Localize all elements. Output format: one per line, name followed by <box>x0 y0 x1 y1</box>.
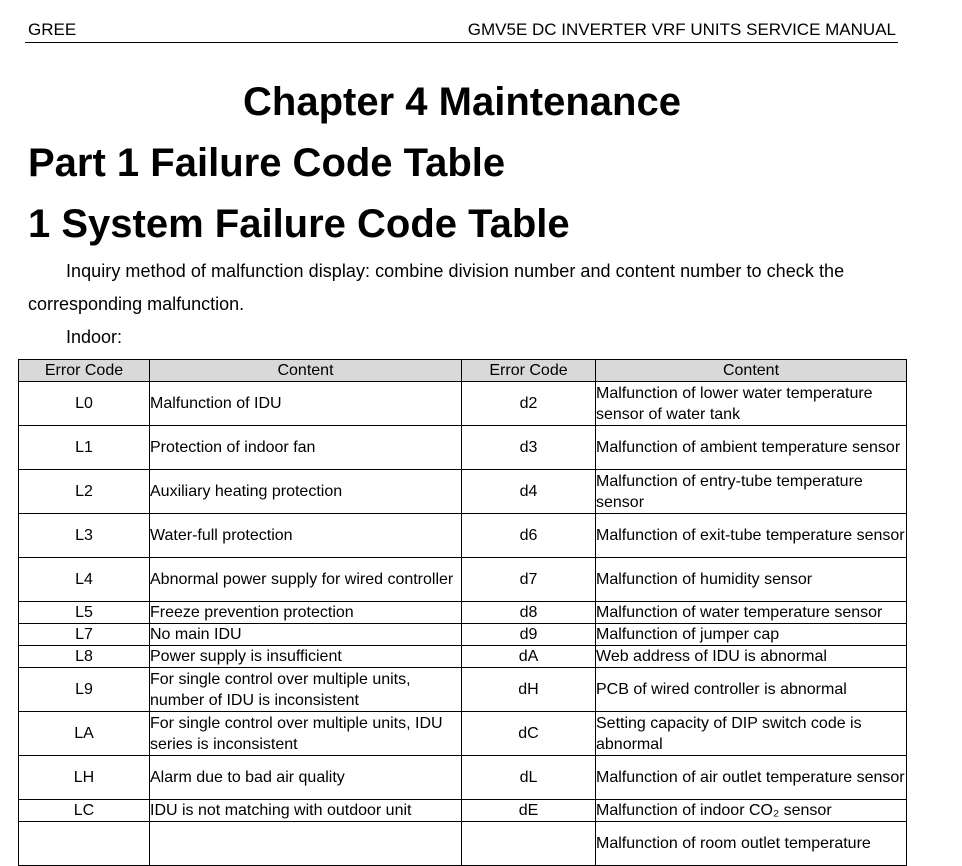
error-code-cell: LC <box>19 800 150 822</box>
table-row <box>19 470 907 514</box>
error-code-cell: d6 <box>462 514 596 558</box>
column-header: Error Code <box>462 360 596 382</box>
content-cell: Water-full protection <box>150 514 462 558</box>
content-cell: Setting capacity of DIP switch code is abnormal <box>596 712 907 756</box>
content-cell: Malfunction of room outlet temperature <box>596 822 907 866</box>
error-code-cell: dH <box>462 668 596 712</box>
content-cell: Alarm due to bad air quality <box>150 756 462 800</box>
failure-code-table <box>18 359 907 866</box>
table-row <box>19 624 907 646</box>
header-manual-title: GMV5E DC INVERTER VRF UNITS SERVICE MANUAL <box>467 20 896 39</box>
error-code-cell <box>462 822 596 866</box>
indoor-label: Indoor: <box>66 327 123 347</box>
header-brand: GREE <box>28 20 77 39</box>
table-row <box>19 602 907 624</box>
content-cell: Malfunction of air outlet temperature sensor <box>596 756 907 800</box>
content-cell: Malfunction of entry-tube temperature sensor <box>596 470 907 514</box>
error-code-cell: L7 <box>19 624 150 646</box>
content-cell: Malfunction of indoor CO₂ sensor <box>596 800 907 822</box>
content-cell: Freeze prevention protection <box>150 602 462 624</box>
table-row <box>19 800 907 822</box>
part-title: Part 1 Failure Code Table <box>28 141 506 185</box>
content-cell: Malfunction of IDU <box>150 382 462 426</box>
content-cell: No main IDU <box>150 624 462 646</box>
error-code-cell: L5 <box>19 602 150 624</box>
error-code-cell: LH <box>19 756 150 800</box>
content-cell: Protection of indoor fan <box>150 426 462 470</box>
error-code-cell: L2 <box>19 470 150 514</box>
content-cell <box>150 822 462 866</box>
error-code-cell: L8 <box>19 646 150 668</box>
error-code-cell: L0 <box>19 382 150 426</box>
error-code-cell: L9 <box>19 668 150 712</box>
section-title: 1 System Failure Code Table <box>28 202 570 246</box>
header-rule <box>25 42 898 43</box>
content-cell: Abnormal power supply for wired controller <box>150 558 462 602</box>
error-code-cell: dC <box>462 712 596 756</box>
column-header: Content <box>596 360 907 382</box>
content-cell: Malfunction of ambient temperature sensor <box>596 426 907 470</box>
table-row <box>19 514 907 558</box>
content-cell: Power supply is insufficient <box>150 646 462 668</box>
column-header: Content <box>150 360 462 382</box>
error-code-cell: dA <box>462 646 596 668</box>
error-code-cell <box>19 822 150 866</box>
error-code-cell: d9 <box>462 624 596 646</box>
content-cell: Auxiliary heating protection <box>150 470 462 514</box>
content-cell: For single control over multiple units, IDU series is inconsistent <box>150 712 462 756</box>
table-row <box>19 558 907 602</box>
table-row <box>19 756 907 800</box>
table-row <box>19 668 907 712</box>
content-cell: Malfunction of jumper cap <box>596 624 907 646</box>
error-code-cell: dE <box>462 800 596 822</box>
content-cell: PCB of wired controller is abnormal <box>596 668 907 712</box>
table-row <box>19 712 907 756</box>
error-code-cell: L4 <box>19 558 150 602</box>
error-code-cell: d7 <box>462 558 596 602</box>
error-code-cell: LA <box>19 712 150 756</box>
error-code-cell: L3 <box>19 514 150 558</box>
content-cell: Malfunction of water temperature sensor <box>596 602 907 624</box>
content-cell: Malfunction of exit-tube temperature sensor <box>596 514 907 558</box>
table-row <box>19 426 907 470</box>
error-code-cell: d4 <box>462 470 596 514</box>
error-code-cell: dL <box>462 756 596 800</box>
intro-line-1: Inquiry method of malfunction display: combine division number and content number to check the <box>66 261 845 281</box>
table-row <box>19 646 907 668</box>
error-code-cell: d3 <box>462 426 596 470</box>
content-cell: Web address of IDU is abnormal <box>596 646 907 668</box>
table-row <box>19 382 907 426</box>
error-code-cell: L1 <box>19 426 150 470</box>
table-header-row <box>19 360 907 382</box>
column-header: Error Code <box>19 360 150 382</box>
content-cell: IDU is not matching with outdoor unit <box>150 800 462 822</box>
chapter-title: Chapter 4 Maintenance <box>243 80 681 124</box>
intro-line-2: corresponding malfunction. <box>28 294 245 314</box>
error-code-cell: d8 <box>462 602 596 624</box>
content-cell: For single control over multiple units, number of IDU is inconsistent <box>150 668 462 712</box>
error-code-cell: d2 <box>462 382 596 426</box>
content-cell: Malfunction of humidity sensor <box>596 558 907 602</box>
content-cell: Malfunction of lower water temperature sensor of water tank <box>596 382 907 426</box>
table-row <box>19 822 907 866</box>
